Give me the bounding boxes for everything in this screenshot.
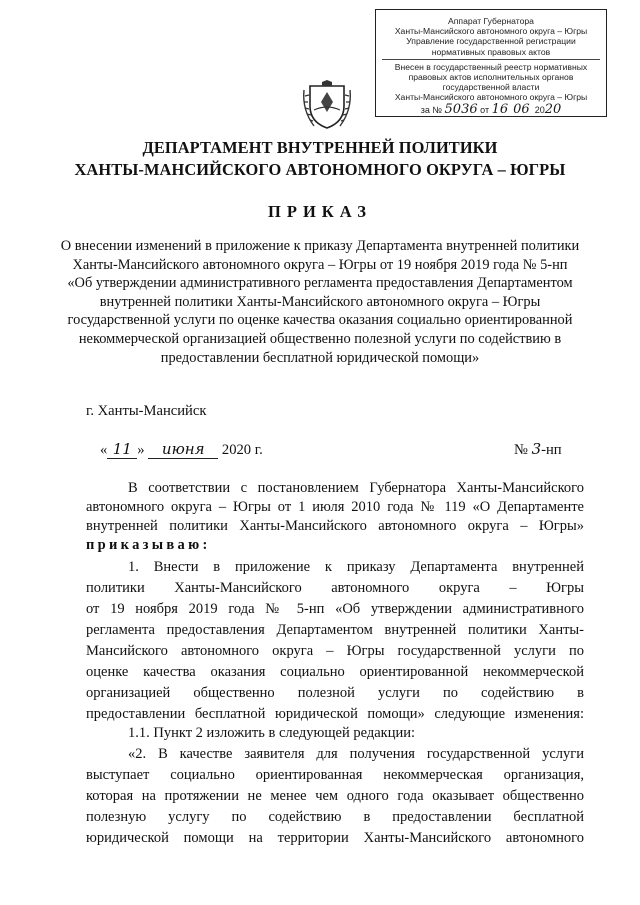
body-line: которая на протяжении не менее чем одного года оказывает общественно (86, 788, 584, 804)
order-title: ПРИКАЗ (268, 202, 372, 221)
date-month: июня (148, 440, 218, 459)
stamp-divider (382, 59, 600, 60)
body-line: 1. Внести в приложение к приказу Департамента внутренней (128, 559, 584, 575)
stamp-reg-year-prefix: 20 (534, 104, 545, 115)
stamp-registration-line (376, 101, 606, 117)
stamp-line: Ханты-Мансийского автономного округа – Югры (394, 92, 588, 103)
number-prefix: № (514, 442, 528, 458)
stamp-line: нормативных правовых актов (431, 46, 551, 57)
order-date (100, 440, 263, 459)
date-day: 11 (107, 440, 137, 459)
body-line: предоставлении бесплатной юридической помощи» следующие изменения: (86, 706, 584, 722)
body-line-order-word: приказываю: (86, 537, 211, 553)
number-value: 3 (531, 440, 542, 458)
body-line: от 19 ноября 2019 года № 5-нп «Об утверждении административного (86, 601, 584, 617)
stamp-line: Внесен в государственный реестр нормативных (394, 61, 588, 72)
stamp-reg-month: 06 (513, 101, 530, 117)
body-line: организацией общественно полезной услуги по содействию в (86, 685, 584, 701)
body-line: Мансийского автономного округа – Югры государственной услуги по (86, 643, 584, 659)
body-line: юридической помощи на территории Ханты-Мансийского автономного (86, 830, 584, 846)
coat-of-arms-icon (300, 80, 354, 132)
number-suffix: -нп (541, 442, 562, 458)
stamp-line: правовых актов исполнительных органов (408, 72, 574, 83)
body-line: регламента предоставления Департаментом внутренней политики Ханты- (86, 622, 584, 638)
body-line: В соответствии с постановлением Губернатора Ханты-Мансийского (128, 480, 584, 496)
body-line: оценке качества оказания социально ориентированной некоммерческой (86, 664, 584, 680)
date-open-quote: « (100, 442, 108, 458)
stamp-reg-from: от (480, 104, 490, 115)
order-number (514, 440, 562, 459)
stamp-line: Ханты-Мансийского автономного округа – Югры (394, 26, 588, 37)
city: г. Ханты-Мансийск (86, 403, 207, 419)
stamp-reg-prefix: за № (420, 104, 443, 115)
body-line: выступает социально ориентированная некоммерческая организация, (86, 767, 584, 783)
department-name-line1: ДЕПАРТАМЕНТ ВНУТРЕННЕЙ ПОЛИТИКИ (142, 138, 498, 157)
body-line: политики Ханты-Мансийского автономного округа – Югры (86, 580, 584, 596)
stamp-reg-day: 16 (491, 101, 509, 117)
stamp-line: Управление государственной регистрации (406, 36, 576, 47)
stamp-line: Аппарат Губернатора (448, 16, 534, 26)
stamp-reg-number: 5036 (444, 101, 478, 117)
stamp-line: государственной власти (442, 82, 540, 93)
date-year: 2020 г. (221, 442, 263, 458)
date-close-quote: » (137, 442, 145, 458)
order-subject: О внесении изменений в приложение к приказу Департамента внутренней политики Ханты-Мансийского автономного округа – Югры от 19 ноября 2019 года № 5-нп «Об утверждении административного регламента предоставления Департаментом внутренней политики Ханты-Мансийского автономного округа – Югры государственной услуги по оценке качества оказания социально ориентированной некоммерческой организацией общественно полезной услуги по содействию в предоставлении бесплатной юридической помощи» (60, 238, 580, 366)
body-line: «2. В качестве заявителя для получения государственной услуги (128, 746, 584, 762)
registration-stamp (375, 9, 607, 117)
body-line: 1.1. Пункт 2 изложить в следующей редакции: (128, 725, 416, 741)
department-name-line2: ХАНТЫ-МАНСИЙСКОГО АВТОНОМНОГО ОКРУГА – ЮГРЫ (74, 160, 566, 179)
body-line: полезную услугу по содействию в предоставлении бесплатной (86, 809, 584, 825)
stamp-reg-year: 20 (544, 101, 562, 117)
body-line: автономного округа – Югры от 1 июля 2010 года № 119 «О Департаменте (86, 499, 584, 515)
body-line: внутренней политики Ханты-Мансийского автономного округа – Югры» (86, 518, 584, 534)
